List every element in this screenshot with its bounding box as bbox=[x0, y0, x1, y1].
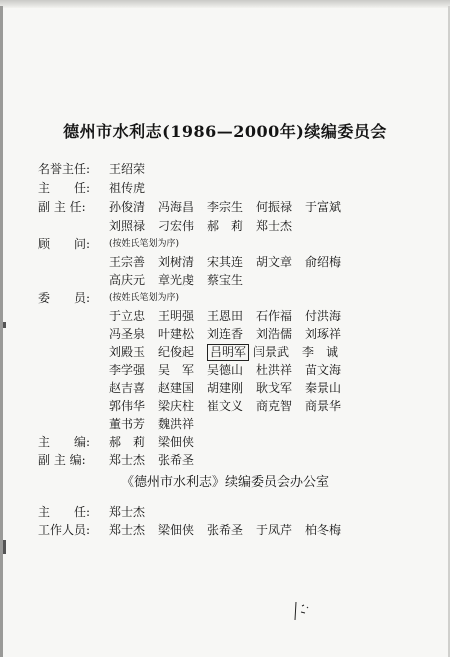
names-list bbox=[109, 270, 256, 290]
names-list bbox=[109, 414, 207, 434]
office-title: 《德州市水利志》续编委员会办公室 bbox=[120, 475, 329, 490]
person-name: 吴德山 bbox=[207, 363, 244, 377]
ordering-note: (按姓氏笔划为序) bbox=[109, 239, 180, 249]
person-name: 胡文章 bbox=[256, 255, 293, 269]
names-list bbox=[109, 342, 351, 362]
names-list bbox=[109, 252, 354, 272]
person-name: 李学强 bbox=[109, 363, 146, 377]
person-name: 杜洪祥 bbox=[256, 363, 293, 377]
person-name: 宋其连 bbox=[207, 255, 244, 269]
names-list bbox=[109, 159, 158, 179]
person-name: 高庆元 bbox=[109, 273, 146, 287]
person-name: 苗文海 bbox=[305, 363, 342, 377]
person-name: 于富斌 bbox=[305, 200, 342, 214]
pen-mark-icon bbox=[292, 600, 316, 622]
names-list bbox=[109, 306, 354, 326]
advisors-label: 顾 问: bbox=[38, 237, 91, 251]
person-name: 孙俊清 bbox=[109, 200, 146, 214]
page-title: 德州市水利志(1986—2000年)续编委员会 bbox=[63, 122, 387, 141]
person-name: 梁佃侠 bbox=[158, 523, 195, 537]
person-name: 何振禄 bbox=[256, 200, 293, 214]
names-list bbox=[109, 502, 158, 522]
person-name: 蔡宝生 bbox=[207, 273, 244, 287]
person-name: 耿戈军 bbox=[256, 381, 293, 395]
honorary-director-label: 名誉主任: bbox=[38, 162, 91, 176]
person-name: 冯海昌 bbox=[158, 200, 195, 214]
person-name: 刘琢祥 bbox=[305, 327, 342, 341]
office-director-label: 主 任: bbox=[38, 505, 91, 519]
editor-in-chief-label: 主 编: bbox=[38, 435, 91, 449]
person-name: 秦景山 bbox=[305, 381, 342, 395]
director-label: 主 任: bbox=[38, 181, 91, 195]
office-staff-label: 工作人员: bbox=[38, 523, 91, 537]
person-name: 商克智 bbox=[256, 399, 293, 413]
person-name: 刘浩儒 bbox=[256, 327, 293, 341]
page-top-shadow bbox=[0, 0, 450, 8]
person-name: 梁庆柱 bbox=[158, 399, 195, 413]
person-name: 李 诚 bbox=[302, 345, 339, 359]
person-name: 刘树清 bbox=[158, 255, 195, 269]
person-name: 王明强 bbox=[158, 309, 195, 323]
scan-mark bbox=[3, 540, 6, 554]
ordering-note: (按姓氏笔划为序) bbox=[109, 293, 180, 303]
person-name: 李宗生 bbox=[207, 200, 244, 214]
person-name: 赵建国 bbox=[158, 381, 195, 395]
person-name: 董书芳 bbox=[109, 417, 146, 431]
person-name: 吴 军 bbox=[158, 363, 195, 377]
person-name: 郑士杰 bbox=[256, 219, 293, 233]
person-name: 叶建松 bbox=[158, 327, 195, 341]
deputy-directors-label: 副 主 任: bbox=[38, 200, 86, 214]
names-list bbox=[109, 396, 354, 416]
names-list bbox=[109, 360, 354, 380]
person-name: 商景华 bbox=[305, 399, 342, 413]
person-name: 柏冬梅 bbox=[305, 523, 342, 537]
person-name: 章光虔 bbox=[158, 273, 195, 287]
person-name: 郑士杰 bbox=[109, 453, 146, 467]
person-name: 梁佃侠 bbox=[158, 435, 195, 449]
person-name: 郑士杰 bbox=[109, 505, 146, 519]
person-name: 俞绍梅 bbox=[305, 255, 342, 269]
members-label: 委 员: bbox=[38, 291, 91, 305]
person-name: 王恩田 bbox=[207, 309, 244, 323]
names-list bbox=[109, 520, 354, 540]
person-name: 胡建刚 bbox=[207, 381, 244, 395]
person-name: 冯圣泉 bbox=[109, 327, 146, 341]
names-list bbox=[109, 216, 305, 236]
person-name: 闫景武 bbox=[253, 345, 290, 359]
person-name: 郝 莉 bbox=[109, 435, 146, 449]
person-name: 张希圣 bbox=[207, 523, 244, 537]
person-name: 崔文义 bbox=[207, 399, 244, 413]
person-name: 付洪海 bbox=[305, 309, 342, 323]
scan-mark bbox=[3, 322, 6, 328]
person-name: 刘照禄 bbox=[109, 219, 146, 233]
person-name: 魏洪祥 bbox=[158, 417, 195, 431]
names-list bbox=[109, 378, 354, 398]
person-name: 刘殿玉 bbox=[109, 345, 146, 359]
person-name: 纪俊起 bbox=[158, 345, 195, 359]
person-name: 郑士杰 bbox=[109, 523, 146, 537]
person-name: 石作福 bbox=[256, 309, 293, 323]
person-name: 郭伟华 bbox=[109, 399, 146, 413]
names-list bbox=[109, 324, 354, 344]
boxed-person-name: 吕明军 bbox=[207, 344, 249, 361]
person-name: 张希圣 bbox=[158, 453, 195, 467]
names-list bbox=[109, 450, 207, 470]
person-name: 刁宏伟 bbox=[158, 219, 195, 233]
page-left-edge bbox=[0, 6, 3, 657]
person-name: 于立忠 bbox=[109, 309, 146, 323]
person-name: 刘连香 bbox=[207, 327, 244, 341]
names-list bbox=[109, 197, 354, 217]
person-name: 王绍荣 bbox=[109, 162, 146, 176]
names-list bbox=[109, 432, 207, 452]
person-name: 王宗善 bbox=[109, 255, 146, 269]
person-name: 于凤芹 bbox=[256, 523, 293, 537]
person-name: 郝 莉 bbox=[207, 219, 244, 233]
names-list bbox=[109, 178, 158, 198]
person-name: 祖传虎 bbox=[109, 181, 146, 195]
person-name: 赵吉喜 bbox=[109, 381, 146, 395]
deputy-editors-label: 副 主 编: bbox=[38, 453, 86, 467]
